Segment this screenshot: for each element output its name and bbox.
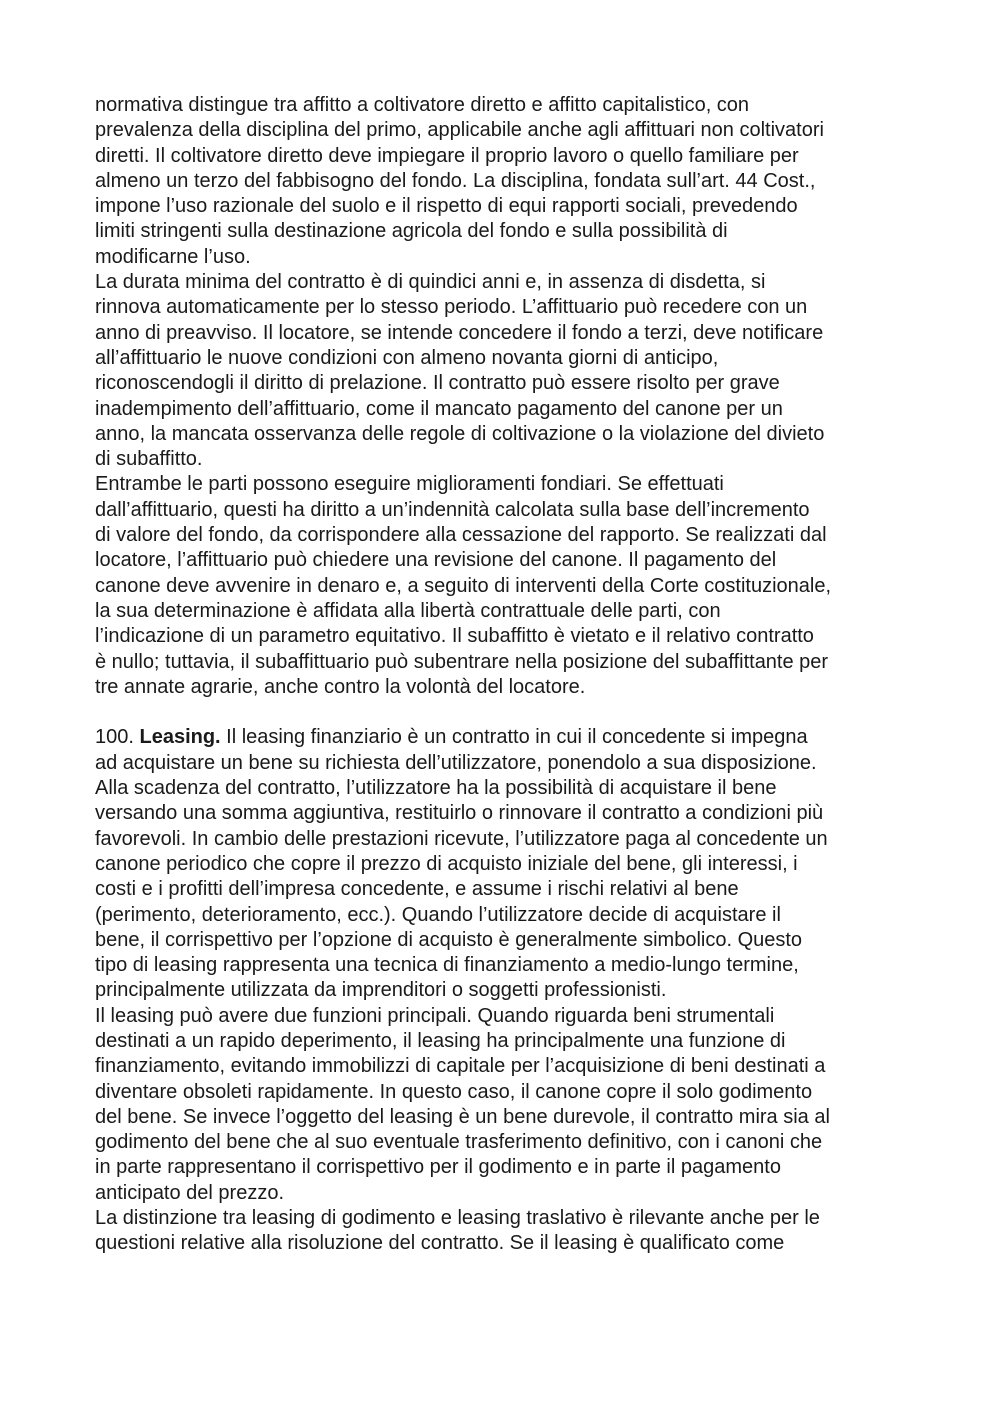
text-line: limiti stringenti sulla destinazione agricola del fondo e sulla possibilità di (95, 220, 728, 243)
paragraph-durata-contratto (95, 270, 925, 472)
text-line: anticipato del prezzo. (95, 1181, 285, 1204)
paragraph-distinzione-leasing (95, 1206, 925, 1257)
text-line: l’indicazione di un parametro equitativo. Il subaffitto è vietato e il relativo contratto (95, 625, 814, 648)
text-line: favorevoli. In cambio delle prestazioni ricevute, l’utilizzatore paga al concedente un (95, 827, 828, 850)
text-line: costi e i profitti dell’impresa concedente, e assume i rischi relativi al bene (95, 878, 739, 901)
text-line: canone periodico che copre il prezzo di acquisto iniziale del bene, gli interessi, i (95, 852, 798, 875)
text-line: modificarne l’uso. (95, 245, 251, 268)
paragraph-miglioramenti-fondiari (95, 472, 925, 700)
text-line: La durata minima del contratto è di quindici anni e, in assenza di disdetta, si (95, 271, 766, 294)
text-line: di subaffitto. (95, 448, 203, 471)
text-line: del bene. Se invece l’oggetto del leasing è un bene durevole, il contratto mira sia al (95, 1105, 830, 1128)
text-line: locatore, l’affittuario può chiedere una revisione del canone. Il pagamento del (95, 549, 777, 572)
text-line: questioni relative alla risoluzione del contratto. Se il leasing è qualificato come (95, 1232, 785, 1255)
paragraph-affitto-normativa (95, 93, 925, 270)
text-line: ad acquistare un bene su richiesta dell’utilizzatore, ponendolo a sua disposizione. (95, 751, 817, 774)
text-line: Il leasing può avere due funzioni principali. Quando riguarda beni strumentali (95, 1004, 775, 1027)
text-line: anno di preavviso. Il locatore, se intende concedere il fondo a terzi, deve notificare (95, 321, 824, 344)
text-span: Il leasing finanziario è un contratto in cui il concedente si impegna (220, 726, 808, 749)
text-line: destinati a un rapido deperimento, il leasing ha principalmente una funzione di (95, 1029, 786, 1052)
text-line: (perimento, deterioramento, ecc.). Quando l’utilizzatore decide di acquistare il (95, 903, 781, 926)
text-line: dall’affittuario, questi ha diritto a un’indennità calcolata sulla base dell’incremento (95, 498, 810, 521)
text-line: prevalenza della disciplina del primo, applicabile anche agli affittuari non coltivatori (95, 119, 824, 142)
section-heading-line (95, 725, 925, 750)
text-line: all’affittuario le nuove condizioni con almeno novanta giorni di anticipo, (95, 346, 719, 369)
text-line: canone deve avvenire in denaro e, a seguito di interventi della Corte costituzionale, (95, 574, 832, 597)
text-line: almeno un terzo del fabbisogno del fondo. La disciplina, fondata sull’art. 44 Cost., (95, 169, 816, 192)
text-line: normativa distingue tra affitto a coltivatore diretto e affitto capitalistico, con (95, 94, 750, 116)
text-line: tre annate agrarie, anche contro la volontà del locatore. (95, 675, 586, 698)
text-line: tipo di leasing rappresenta una tecnica di finanziamento a medio-lungo termine, (95, 954, 799, 977)
text-line: anno, la mancata osservanza delle regole di coltivazione o la violazione del divieto (95, 422, 825, 445)
paragraph-spacer (95, 700, 925, 725)
text-line: inadempimento dell’affittuario, come il mancato pagamento del canone per un (95, 397, 783, 420)
text-line: rinnova automaticamente per lo stesso periodo. L’affittuario può recedere con un (95, 296, 808, 319)
text-line: di valore del fondo, da corrispondere alla cessazione del rapporto. Se realizzati dal (95, 524, 827, 547)
document-page (95, 93, 925, 1257)
section-title: Leasing. (139, 726, 221, 749)
text-line: diretti. Il coltivatore diretto deve impiegare il proprio lavoro o quello familiare per (95, 144, 799, 167)
paragraph-funzioni-leasing (95, 1004, 925, 1206)
text-line: è nullo; tuttavia, il subaffittuario può subentrare nella posizione del subaffittante per (95, 650, 829, 673)
text-line: Alla scadenza del contratto, l’utilizzatore ha la possibilità di acquistare il bene (95, 777, 777, 800)
section-number: 100. (95, 726, 140, 749)
text-line: versando una somma aggiuntiva, restituirlo o rinnovare il contratto a condizioni più (95, 802, 824, 825)
text-line: riconoscendogli il diritto di prelazione. Il contratto può essere risolto per grave (95, 372, 780, 395)
text-line: la sua determinazione è affidata alla libertà contrattuale delle parti, con (95, 599, 721, 622)
text-line: La distinzione tra leasing di godimento e leasing traslativo è rilevante anche per le (95, 1207, 820, 1230)
text-line: godimento del bene che al suo eventuale trasferimento definitivo, con i canoni che (95, 1131, 823, 1154)
section-leasing (95, 725, 925, 1003)
text-line: Entrambe le parti possono eseguire miglioramenti fondiari. Se effettuati (95, 473, 724, 496)
text-line: principalmente utilizzata da imprenditori o soggetti professionisti. (95, 979, 667, 1002)
text-line: in parte rappresentano il corrispettivo per il godimento e in parte il pagamento (95, 1156, 781, 1179)
text-line: finanziamento, evitando immobilizzi di capitale per l’acquisizione di beni destinati a (95, 1055, 826, 1078)
text-line: bene, il corrispettivo per l’opzione di acquisto è generalmente simbolico. Questo (95, 928, 803, 951)
text-line: impone l’uso razionale del suolo e il rispetto di equi rapporti sociali, prevedendo (95, 195, 798, 218)
text-line: diventare obsoleti rapidamente. In questo caso, il canone copre il solo godimento (95, 1080, 813, 1103)
